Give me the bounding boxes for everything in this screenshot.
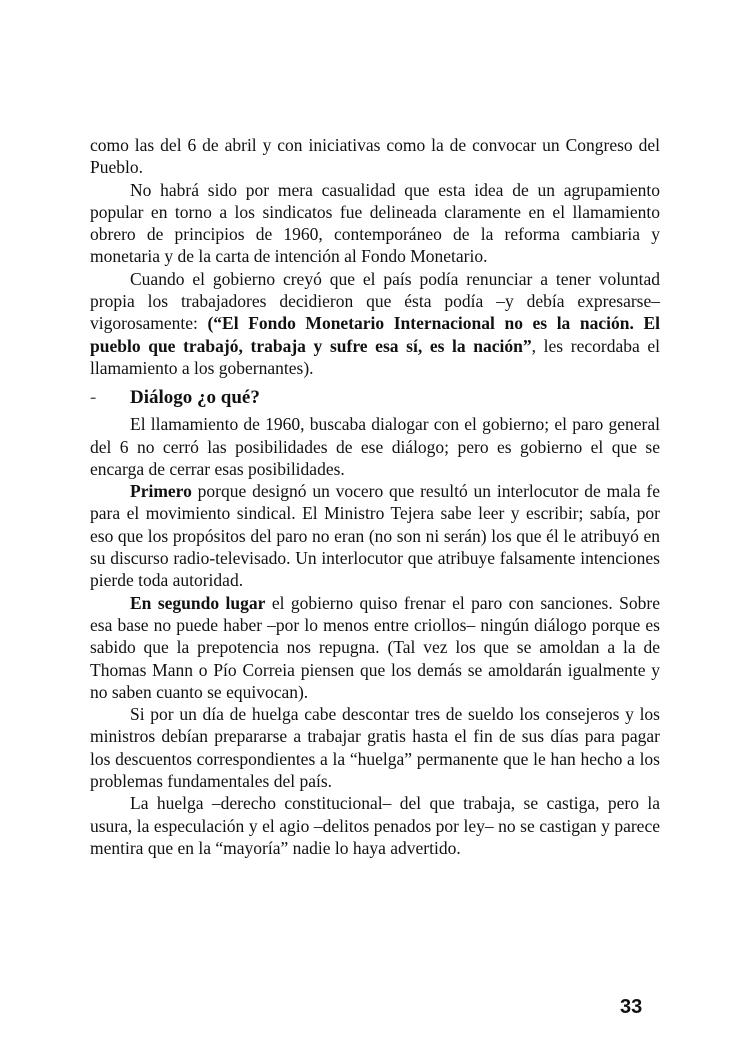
paragraph-6 bbox=[90, 592, 660, 703]
paragraph-5 bbox=[90, 480, 660, 591]
paragraph-6-lead: En segundo lugar bbox=[130, 592, 266, 613]
paragraph-4: El llamamiento de 1960, buscaba dialogar con el gobierno; el paro general del 6 no cerró las posibilidades de ese diálogo; pero es gobierno el que se encarga de cerrar esas posibilidades. bbox=[90, 414, 660, 479]
paragraph-2: No habrá sido por mera casualidad que esta idea de un agrupamiento popular en torno a los sindicatos fue delineada claramente en el llamamiento obrero de principios de 1960, contemporáneo de la reforma cambiaria y monetaria y de la carta de intención al Fondo Monetario. bbox=[90, 179, 660, 267]
paragraph-8: La huelga –derecho constitucional– del que trabaja, se castiga, pero la usura, la especulación y el agio –delitos penados por ley– no se castigan y parece mentira que en la “mayoría” nadie lo haya advertido. bbox=[90, 793, 660, 858]
heading-dash: - bbox=[90, 387, 97, 409]
paragraph-1: como las del 6 de abril y con iniciativas como la de convocar un Congreso del Pueblo. bbox=[90, 135, 660, 178]
paragraph-3 bbox=[90, 268, 660, 379]
paragraph-5-lead: Primero bbox=[130, 481, 192, 502]
paragraph-3-tail: , les recordaba el llamamiento a los gobernantes). bbox=[90, 335, 660, 378]
paragraph-5-text: porque designó un vocero que resultó un interlocutor de mala fe para el movimiento sindical. El Ministro Tejera sabe leer y escribir; sabía, por eso que los propósitos del paro no eran (no son ni serán) los que él le atribuyó en su discurso radio-televisado. Un interlocutor que atribuye falsamente intenciones pierde toda autoridad. bbox=[90, 481, 660, 591]
page-body bbox=[90, 134, 660, 859]
section-heading bbox=[90, 387, 660, 409]
paragraph-6-text: el gobierno quiso frenar el paro con sanciones. Sobre esa base no puede haber –por lo menos entre criollos– ningún diálogo porque es sabido que la prepotencia nos repugna. (Tal vez los que se amoldan a la de Thomas Mann o Pío Correia piensen que los demás se amoldarán igualmente y no saben cuanto se equivocan). bbox=[90, 592, 660, 702]
page-number: 33 bbox=[620, 996, 643, 1018]
heading-title: Diálogo ¿o qué? bbox=[130, 387, 260, 409]
paragraph-7: Si por un día de huelga cabe descontar tres de sueldo los consejeros y los ministros debían prepararse a trabajar gratis hasta el fin de sus días para pagar los descuentos correspondientes a la “huelga” permanente que le han hecho a los problemas fundamentales del país. bbox=[90, 704, 660, 792]
paragraph-3-quote: (“El Fondo Monetario Internacional no es la nación. El pueblo que trabajó, trabaja y sufre esa sí, es la nación” bbox=[90, 313, 661, 356]
paragraph-3-text: Cuando el gobierno creyó que el país podía renunciar a tener voluntad propia los trabajadores decidieron que ésta podía –y debía expresarse– vigorosamente: bbox=[90, 268, 660, 334]
